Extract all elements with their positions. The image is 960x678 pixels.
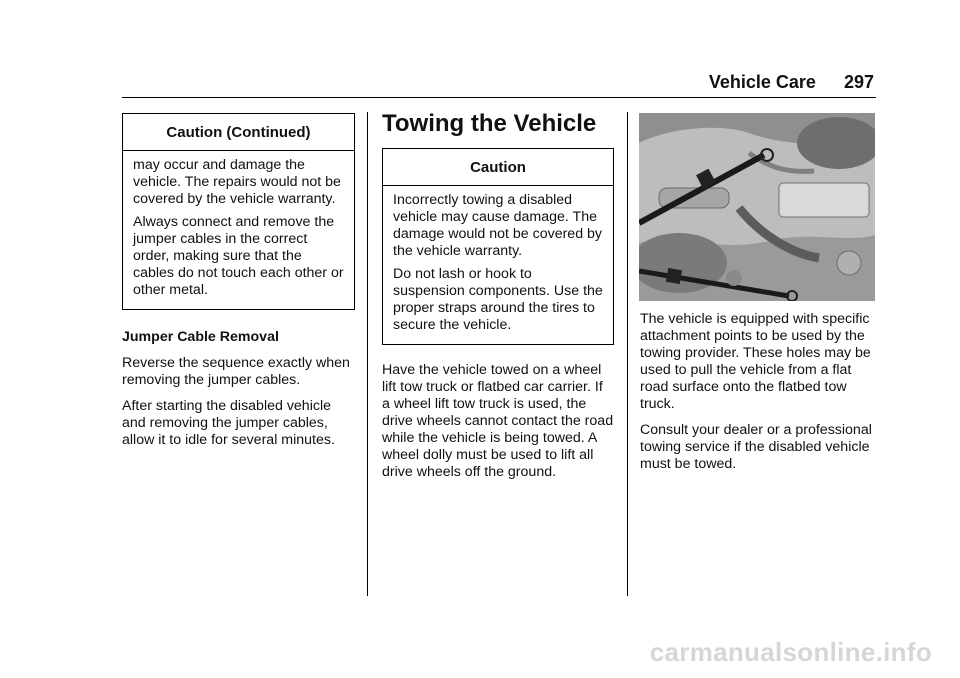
jumper-cable-removal-heading: Jumper Cable Removal [122,329,279,345]
towing-heading: Towing the Vehicle [382,110,597,137]
column-divider-left [367,112,368,596]
header-rule [122,97,876,98]
body-paragraph: Reverse the sequence exactly when removing the jumper cables. [122,355,350,388]
caution-continued-title: Caution (Continued) [123,114,354,151]
page-header [0,72,874,93]
column-divider-right [627,112,628,596]
left-column [122,113,355,458]
undercarriage-photo [639,113,875,301]
caution-paragraph: Always connect and remove the jumper cables in the correct order, making sure that the cables do not touch each other or other metal. [133,214,344,298]
body-paragraph: The vehicle is equipped with specific attachment points to be used by the towing provider. These holes may be used to pull the vehicle from a flat road surface onto the flatbed tow truck. [640,311,871,412]
caution-paragraph: may occur and damage the vehicle. The repairs would not be covered by the vehicle warranty. [133,157,341,207]
right-column [640,311,876,482]
body-paragraph: Consult your dealer or a professional towing service if the disabled vehicle must be towed. [640,422,872,472]
page-number: 297 [843,72,874,92]
body-paragraph: After starting the disabled vehicle and removing the jumper cables, allow it to idle for several minutes. [122,398,335,448]
body-paragraph: Have the vehicle towed on a wheel lift tow truck or flatbed car carrier. If a wheel lift tow truck is used, the drive wheels cannot contact the road while the vehicle is being towed. A wheel dolly must be used to lift all drive wheels off the ground. [382,362,614,480]
site-watermark: carmanualsonline.info [649,637,932,667]
caution-box [382,148,614,345]
caution-paragraph: Incorrectly towing a disabled vehicle may cause damage. The damage would not be covered by the vehicle warranty. [393,192,603,259]
middle-column [382,111,614,490]
section-title: Vehicle Care [708,72,816,92]
caution-continued-box [122,113,355,310]
caution-title: Caution [383,149,613,186]
caution-paragraph: Do not lash or hook to suspension components. Use the proper straps around the tires to secure the vehicle. [393,266,603,333]
